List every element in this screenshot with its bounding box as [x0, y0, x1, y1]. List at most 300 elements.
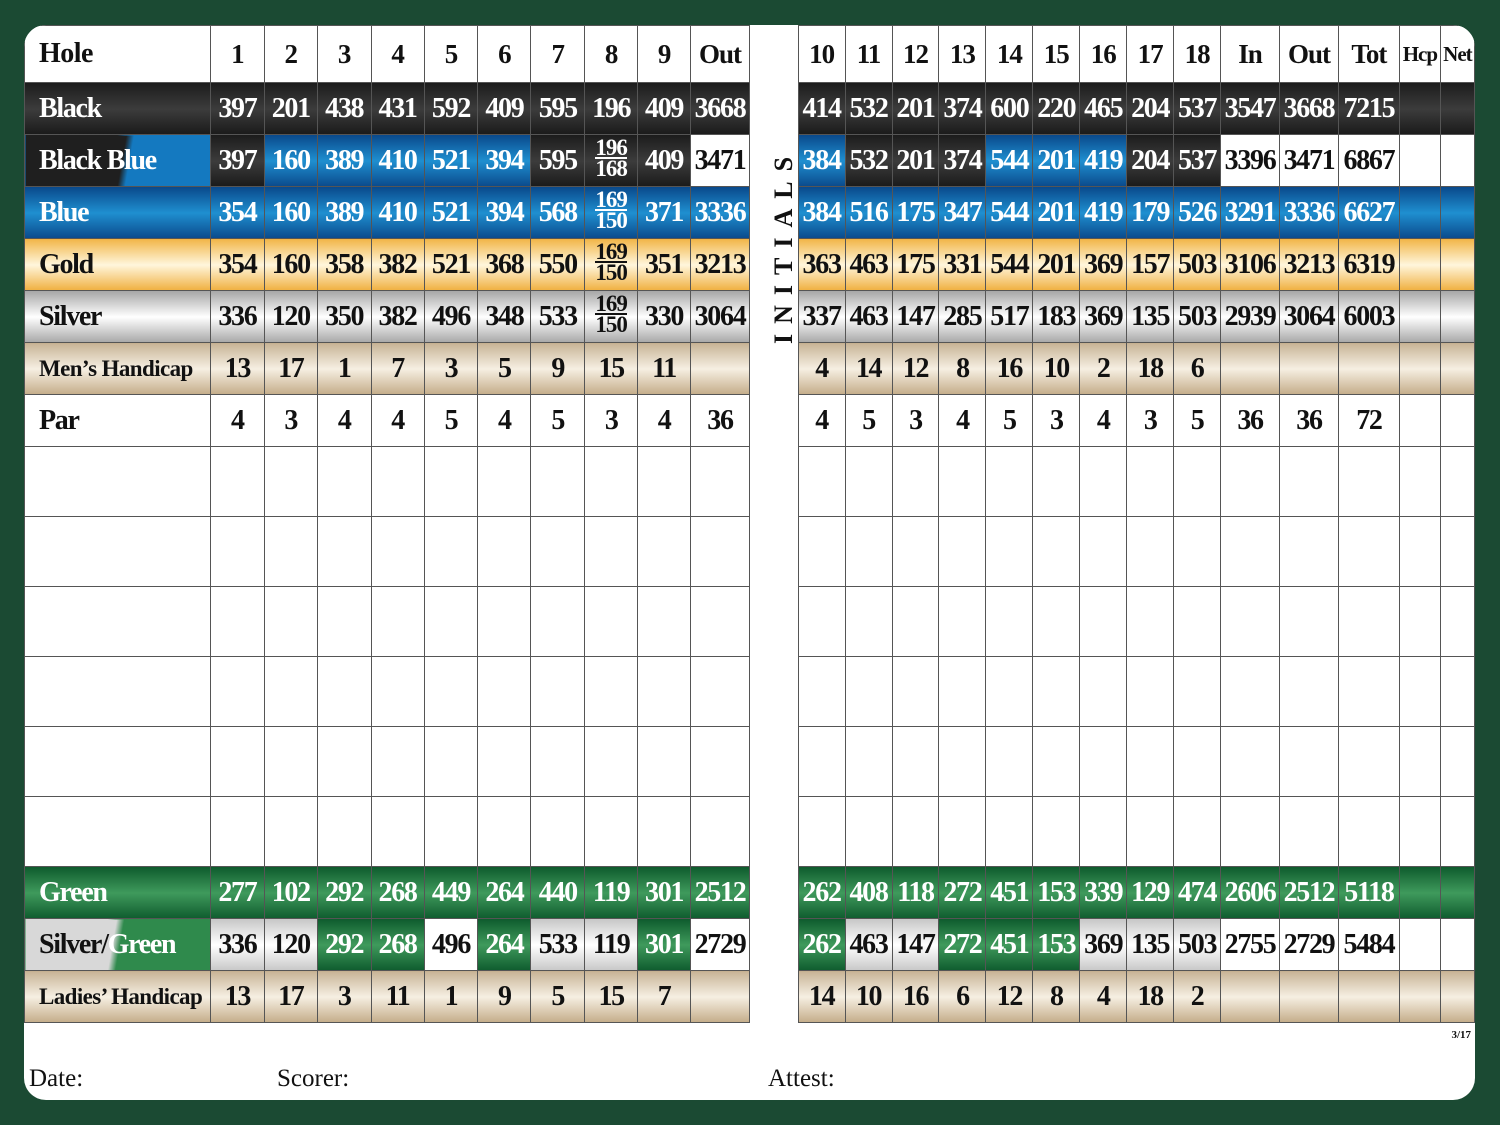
split-yardage: [595, 134, 627, 181]
score-entry-cell[interactable]: [1399, 797, 1440, 867]
score-entry-cell[interactable]: [1280, 727, 1339, 797]
score-entry-cell[interactable]: [1174, 797, 1221, 867]
score-entry-cell[interactable]: [1080, 517, 1127, 587]
player-name-cell[interactable]: [25, 517, 211, 587]
score-cell: 516: [845, 187, 892, 239]
score-entry-cell[interactable]: [1033, 587, 1080, 657]
score-entry-cell[interactable]: [939, 447, 986, 517]
row-label-part: Silver: [39, 928, 102, 960]
score-entry-cell[interactable]: [317, 797, 371, 867]
score-cell: 160: [264, 239, 317, 291]
score-entry-cell[interactable]: [585, 587, 638, 657]
player-name-cell[interactable]: [25, 587, 211, 657]
score-entry-cell[interactable]: [691, 797, 750, 867]
score-cell: 6003: [1338, 291, 1399, 343]
score-cell: 13: [210, 971, 264, 1023]
score-entry-cell[interactable]: [424, 727, 478, 797]
initials-column-cell[interactable]: [749, 447, 798, 517]
score-entry-cell[interactable]: [1174, 517, 1221, 587]
score-entry-cell[interactable]: [478, 797, 531, 867]
score-cell: 204: [1127, 83, 1174, 135]
score-cell: 330: [638, 291, 691, 343]
initials-column-cell[interactable]: [749, 797, 798, 867]
score-entry-cell[interactable]: [845, 517, 892, 587]
score-entry-cell[interactable]: [1174, 657, 1221, 727]
score-cell: 16: [892, 971, 939, 1023]
score-entry-cell[interactable]: [1174, 727, 1221, 797]
score-entry-cell[interactable]: [892, 797, 939, 867]
hole-header-cell: Hcp: [1399, 26, 1440, 83]
score-entry-cell[interactable]: [264, 587, 317, 657]
score-cell: 363: [798, 239, 845, 291]
score-cell: 119: [585, 919, 638, 971]
score-cell: 419: [1080, 187, 1127, 239]
row-label-part: Green: [107, 928, 176, 960]
score-entry-cell[interactable]: [478, 587, 531, 657]
score-cell: [585, 291, 638, 343]
hole-header-cell: Net: [1440, 26, 1474, 83]
score-cell: [585, 135, 638, 187]
score-cell: 175: [892, 187, 939, 239]
score-entry-cell[interactable]: [1399, 517, 1440, 587]
score-entry-cell[interactable]: [210, 657, 264, 727]
score-entry-cell[interactable]: [691, 727, 750, 797]
score-cell: 336: [210, 919, 264, 971]
score-entry-cell[interactable]: [845, 447, 892, 517]
score-cell: 3336: [1280, 187, 1339, 239]
score-cell: 2729: [1280, 919, 1339, 971]
score-cell: 160: [264, 187, 317, 239]
hole-header-cell: In: [1221, 26, 1280, 83]
score-cell: 5: [424, 395, 478, 447]
score-entry-cell[interactable]: [1221, 657, 1280, 727]
player-score-row[interactable]: [25, 517, 1475, 587]
score-entry-cell[interactable]: [1033, 657, 1080, 727]
tee-row-black-blue: [25, 135, 1475, 187]
score-entry-cell[interactable]: [798, 727, 845, 797]
score-entry-cell[interactable]: [371, 727, 424, 797]
score-entry-cell[interactable]: [478, 517, 531, 587]
tee-row-silver: [25, 291, 1475, 343]
score-entry-cell[interactable]: [638, 517, 691, 587]
score-entry-cell[interactable]: [264, 797, 317, 867]
score-cell: [1280, 971, 1339, 1023]
score-cell: 3396: [1221, 135, 1280, 187]
score-cell: 369: [1080, 239, 1127, 291]
score-entry-cell[interactable]: [1127, 727, 1174, 797]
yardage-top: 196: [595, 134, 627, 160]
score-entry-cell[interactable]: [210, 797, 264, 867]
score-entry-cell[interactable]: [1338, 657, 1399, 727]
score-cell: 153: [1033, 867, 1080, 919]
score-entry-cell[interactable]: [264, 517, 317, 587]
score-entry-cell[interactable]: [1399, 727, 1440, 797]
score-cell: [1440, 239, 1474, 291]
score-entry-cell[interactable]: [1399, 447, 1440, 517]
score-entry-cell[interactable]: [691, 447, 750, 517]
score-entry-cell[interactable]: [424, 587, 478, 657]
score-cell: 196: [585, 83, 638, 135]
score-cell: 3106: [1221, 239, 1280, 291]
score-entry-cell[interactable]: [1440, 447, 1474, 517]
score-cell: 7215: [1338, 83, 1399, 135]
score-cell: 36: [1280, 395, 1339, 447]
score-cell: 6319: [1338, 239, 1399, 291]
date-field-label[interactable]: Date:: [29, 1065, 84, 1092]
score-entry-cell[interactable]: [845, 727, 892, 797]
player-score-row[interactable]: [25, 587, 1475, 657]
score-entry-cell[interactable]: [424, 447, 478, 517]
tee-row-green: [25, 867, 1475, 919]
score-entry-cell[interactable]: [1338, 517, 1399, 587]
score-entry-cell[interactable]: [210, 727, 264, 797]
score-entry-cell[interactable]: [691, 657, 750, 727]
score-cell: 3213: [691, 239, 750, 291]
score-cell: 201: [892, 135, 939, 187]
score-cell: 1: [424, 971, 478, 1023]
score-entry-cell[interactable]: [1127, 657, 1174, 727]
score-cell: 394: [478, 187, 531, 239]
score-entry-cell[interactable]: [1127, 517, 1174, 587]
score-entry-cell[interactable]: [638, 447, 691, 517]
score-cell: 2: [1080, 343, 1127, 395]
score-entry-cell[interactable]: [638, 797, 691, 867]
score-entry-cell[interactable]: [1174, 447, 1221, 517]
tee-row-men-s-handicap: [25, 343, 1475, 395]
score-entry-cell[interactable]: [1440, 587, 1474, 657]
hole-header-cell: 1: [210, 26, 264, 83]
score-entry-cell[interactable]: [638, 587, 691, 657]
score-entry-cell[interactable]: [371, 657, 424, 727]
score-entry-cell[interactable]: [892, 517, 939, 587]
score-cell: 2512: [691, 867, 750, 919]
score-cell: 544: [986, 239, 1033, 291]
score-entry-cell[interactable]: [317, 657, 371, 727]
player-name-cell[interactable]: [25, 447, 211, 517]
score-cell: 277: [210, 867, 264, 919]
score-entry-cell[interactable]: [1127, 447, 1174, 517]
score-cell: 285: [939, 291, 986, 343]
score-cell: 451: [986, 867, 1033, 919]
score-entry-cell[interactable]: [317, 727, 371, 797]
score-entry-cell[interactable]: [371, 447, 424, 517]
score-cell: 201: [264, 83, 317, 135]
row-label: Silver: [25, 291, 211, 343]
score-entry-cell[interactable]: [691, 517, 750, 587]
tee-row-silver-green: [25, 919, 1475, 971]
scorer-field-label[interactable]: Scorer:: [277, 1065, 350, 1092]
score-entry-cell[interactable]: [531, 517, 585, 587]
score-entry-cell[interactable]: [1221, 447, 1280, 517]
score-entry-cell[interactable]: [986, 447, 1033, 517]
score-entry-cell[interactable]: [892, 727, 939, 797]
score-entry-cell[interactable]: [1221, 517, 1280, 587]
score-entry-cell[interactable]: [939, 517, 986, 587]
score-entry-cell[interactable]: [531, 447, 585, 517]
score-cell: 175: [892, 239, 939, 291]
score-entry-cell[interactable]: [1399, 587, 1440, 657]
score-entry-cell[interactable]: [210, 447, 264, 517]
hole-header-cell: 11: [845, 26, 892, 83]
yardage-top: 169: [595, 238, 627, 264]
score-entry-cell[interactable]: [1440, 797, 1474, 867]
score-cell: [1440, 135, 1474, 187]
score-cell: 264: [478, 919, 531, 971]
score-cell: [691, 343, 750, 395]
score-entry-cell[interactable]: [845, 587, 892, 657]
score-entry-cell[interactable]: [1080, 727, 1127, 797]
score-entry-cell[interactable]: [210, 517, 264, 587]
score-entry-cell[interactable]: [1033, 447, 1080, 517]
score-entry-cell[interactable]: [892, 447, 939, 517]
score-entry-cell[interactable]: [264, 727, 317, 797]
score-cell: 36: [691, 395, 750, 447]
score-cell: 2755: [1221, 919, 1280, 971]
score-entry-cell[interactable]: [892, 657, 939, 727]
score-cell: 414: [798, 83, 845, 135]
score-entry-cell[interactable]: [1080, 657, 1127, 727]
score-cell: 3547: [1221, 83, 1280, 135]
score-entry-cell[interactable]: [478, 447, 531, 517]
score-cell: 157: [1127, 239, 1174, 291]
score-cell: [1440, 395, 1474, 447]
score-cell: 336: [210, 291, 264, 343]
row-label: Men’s Handicap: [25, 343, 211, 395]
score-cell: 339: [1080, 867, 1127, 919]
score-entry-cell[interactable]: [1127, 797, 1174, 867]
player-name-cell[interactable]: [25, 797, 211, 867]
score-entry-cell[interactable]: [1033, 797, 1080, 867]
score-entry-cell[interactable]: [638, 727, 691, 797]
score-entry-cell[interactable]: [798, 447, 845, 517]
score-cell: 410: [371, 187, 424, 239]
score-entry-cell[interactable]: [531, 727, 585, 797]
score-cell: 120: [264, 919, 317, 971]
score-cell: 496: [424, 919, 478, 971]
hole-header-row: [25, 26, 1475, 83]
attest-field-label[interactable]: Attest:: [768, 1065, 835, 1092]
score-entry-cell[interactable]: [798, 657, 845, 727]
score-entry-cell[interactable]: [798, 797, 845, 867]
row-label: Blue: [25, 187, 211, 239]
score-cell: 5: [531, 395, 585, 447]
score-entry-cell[interactable]: [371, 587, 424, 657]
score-cell: 4: [638, 395, 691, 447]
score-cell: 15: [585, 971, 638, 1023]
score-entry-cell[interactable]: [892, 587, 939, 657]
score-cell: 4: [371, 395, 424, 447]
score-entry-cell[interactable]: [1280, 447, 1339, 517]
score-cell: 408: [845, 867, 892, 919]
score-entry-cell[interactable]: [317, 517, 371, 587]
score-entry-cell[interactable]: [317, 587, 371, 657]
score-entry-cell[interactable]: [1440, 517, 1474, 587]
score-cell: [1440, 187, 1474, 239]
score-entry-cell[interactable]: [939, 727, 986, 797]
score-cell: 331: [939, 239, 986, 291]
score-entry-cell[interactable]: [585, 727, 638, 797]
initials-column-cell[interactable]: [749, 517, 798, 587]
score-cell: 262: [798, 867, 845, 919]
score-cell: [1440, 971, 1474, 1023]
score-entry-cell[interactable]: [986, 797, 1033, 867]
score-entry-cell[interactable]: [798, 587, 845, 657]
score-entry-cell[interactable]: [585, 657, 638, 727]
row-label: Green: [25, 867, 211, 919]
score-cell: 354: [210, 187, 264, 239]
score-entry-cell[interactable]: [424, 517, 478, 587]
score-entry-cell[interactable]: [1280, 797, 1339, 867]
score-cell: 6627: [1338, 187, 1399, 239]
score-cell: 409: [638, 135, 691, 187]
score-cell: 3: [1127, 395, 1174, 447]
score-cell: 5484: [1338, 919, 1399, 971]
player-score-row[interactable]: [25, 657, 1475, 727]
score-entry-cell[interactable]: [371, 517, 424, 587]
score-cell: 2512: [1280, 867, 1339, 919]
score-entry-cell[interactable]: [1033, 517, 1080, 587]
score-cell: 18: [1127, 343, 1174, 395]
tee-row-blue: [25, 187, 1475, 239]
score-cell: 135: [1127, 919, 1174, 971]
score-cell: 12: [892, 343, 939, 395]
score-entry-cell[interactable]: [1080, 797, 1127, 867]
score-cell: 118: [892, 867, 939, 919]
score-entry-cell[interactable]: [1338, 587, 1399, 657]
score-entry-cell[interactable]: [1221, 727, 1280, 797]
score-entry-cell[interactable]: [986, 587, 1033, 657]
score-cell: 382: [371, 239, 424, 291]
score-entry-cell[interactable]: [371, 797, 424, 867]
score-entry-cell[interactable]: [1399, 657, 1440, 727]
score-entry-cell[interactable]: [531, 797, 585, 867]
score-entry-cell[interactable]: [531, 587, 585, 657]
score-entry-cell[interactable]: [1221, 587, 1280, 657]
score-cell: 179: [1127, 187, 1174, 239]
score-entry-cell[interactable]: [1174, 587, 1221, 657]
score-cell: 120: [264, 291, 317, 343]
initials-column-cell[interactable]: [749, 587, 798, 657]
score-entry-cell[interactable]: [585, 447, 638, 517]
score-cell: 368: [478, 239, 531, 291]
score-entry-cell[interactable]: [585, 797, 638, 867]
score-entry-cell[interactable]: [1127, 587, 1174, 657]
score-cell: 11: [638, 343, 691, 395]
score-cell: 394: [478, 135, 531, 187]
score-cell: 220: [1033, 83, 1080, 135]
score-entry-cell[interactable]: [986, 727, 1033, 797]
score-cell: 3471: [1280, 135, 1339, 187]
score-entry-cell[interactable]: [939, 587, 986, 657]
score-entry-cell[interactable]: [1338, 727, 1399, 797]
score-entry-cell[interactable]: [939, 657, 986, 727]
score-cell: 431: [371, 83, 424, 135]
hole-header-cell: 9: [638, 26, 691, 83]
score-cell: 374: [939, 83, 986, 135]
version-label: 3/17: [1451, 1029, 1471, 1041]
score-entry-cell[interactable]: [638, 657, 691, 727]
score-entry-cell[interactable]: [1280, 657, 1339, 727]
initials-column-cell[interactable]: [749, 657, 798, 727]
score-entry-cell[interactable]: [1221, 797, 1280, 867]
score-cell: 301: [638, 919, 691, 971]
player-score-row[interactable]: [25, 727, 1475, 797]
score-cell: 7: [371, 343, 424, 395]
score-entry-cell[interactable]: [531, 657, 585, 727]
score-cell: 6867: [1338, 135, 1399, 187]
score-cell: 9: [531, 343, 585, 395]
score-entry-cell[interactable]: [478, 727, 531, 797]
score-cell: [1399, 239, 1440, 291]
score-entry-cell[interactable]: [424, 657, 478, 727]
score-entry-cell[interactable]: [210, 587, 264, 657]
score-entry-cell[interactable]: [986, 657, 1033, 727]
score-cell: 544: [986, 187, 1033, 239]
score-cell: 3471: [691, 135, 750, 187]
score-entry-cell[interactable]: [424, 797, 478, 867]
score-cell: 526: [1174, 187, 1221, 239]
score-entry-cell[interactable]: [1280, 587, 1339, 657]
score-cell: 389: [317, 135, 371, 187]
score-entry-cell[interactable]: [1080, 447, 1127, 517]
hole-header-cell: 5: [424, 26, 478, 83]
split-yardage: [595, 290, 627, 337]
score-cell: 474: [1174, 867, 1221, 919]
hole-header-cell: 12: [892, 26, 939, 83]
score-cell: 537: [1174, 83, 1221, 135]
score-entry-cell[interactable]: [1033, 727, 1080, 797]
score-entry-cell[interactable]: [1080, 587, 1127, 657]
score-entry-cell[interactable]: [1440, 657, 1474, 727]
score-entry-cell[interactable]: [1440, 727, 1474, 797]
initials-column-cell[interactable]: [749, 727, 798, 797]
score-cell: 384: [798, 187, 845, 239]
score-entry-cell[interactable]: [317, 447, 371, 517]
player-name-cell[interactable]: [25, 727, 211, 797]
player-score-row[interactable]: [25, 447, 1475, 517]
score-entry-cell[interactable]: [939, 797, 986, 867]
hole-header-label: Hole: [25, 26, 211, 83]
score-cell: [1399, 187, 1440, 239]
score-cell: 4: [210, 395, 264, 447]
score-entry-cell[interactable]: [1280, 517, 1339, 587]
score-entry-cell[interactable]: [264, 657, 317, 727]
score-entry-cell[interactable]: [691, 587, 750, 657]
score-cell: [1399, 135, 1440, 187]
score-entry-cell[interactable]: [986, 517, 1033, 587]
score-entry-cell[interactable]: [845, 797, 892, 867]
player-name-cell[interactable]: [25, 657, 211, 727]
score-cell: 419: [1080, 135, 1127, 187]
player-score-row[interactable]: [25, 797, 1475, 867]
score-entry-cell[interactable]: [1338, 447, 1399, 517]
score-cell: 129: [1127, 867, 1174, 919]
score-entry-cell[interactable]: [264, 447, 317, 517]
score-entry-cell[interactable]: [798, 517, 845, 587]
score-cell: 537: [1174, 135, 1221, 187]
score-entry-cell[interactable]: [478, 657, 531, 727]
score-cell: 348: [478, 291, 531, 343]
score-cell: 438: [317, 83, 371, 135]
score-entry-cell[interactable]: [845, 657, 892, 727]
row-label: [25, 135, 211, 187]
score-entry-cell[interactable]: [1338, 797, 1399, 867]
score-cell: 2606: [1221, 867, 1280, 919]
score-entry-cell[interactable]: [585, 517, 638, 587]
score-cell: 14: [798, 971, 845, 1023]
score-cell: 16: [986, 343, 1033, 395]
score-cell: 272: [939, 919, 986, 971]
